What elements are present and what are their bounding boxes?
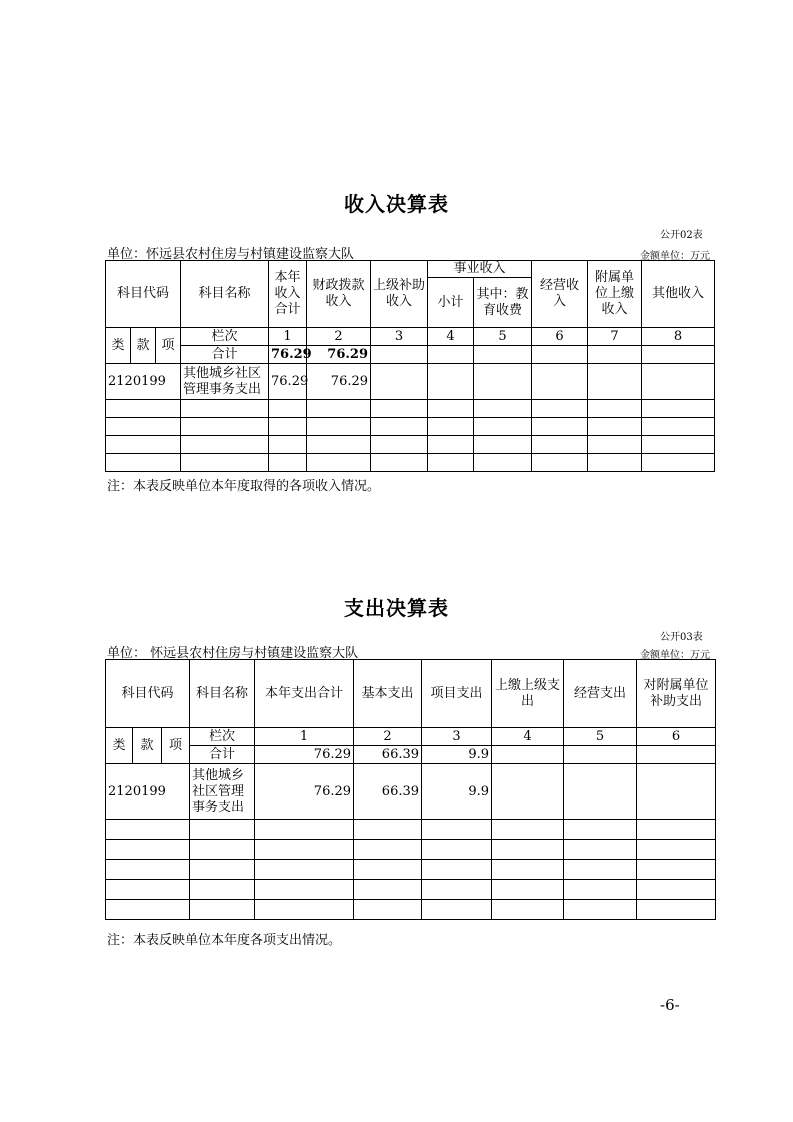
income-row-name: 其他城乡社区管理事务支出 <box>181 364 269 400</box>
income-col-num: 7 <box>588 328 642 346</box>
expense-header-name: 科目名称 <box>190 660 255 728</box>
expense-header-upper: 上缴上级支出 <box>492 660 564 728</box>
expense-row-code: 2120199 <box>106 764 190 820</box>
income-total-row <box>106 346 715 364</box>
expense-unit-label: 单位： 怀远县农村住房与村镇建设监察大队 <box>107 646 359 661</box>
expense-total-label: 合计 <box>190 746 255 764</box>
income-header-code: 科目代码 <box>106 261 181 328</box>
income-row-fiscal: 76.29 <box>307 364 371 400</box>
income-note: 注：本表反映单位本年度取得的各项收入情况。 <box>107 479 381 494</box>
table-row <box>106 764 716 820</box>
expense-total-basic: 66.39 <box>354 746 422 764</box>
expense-header-affiliated: 对附属单位补助支出 <box>637 660 716 728</box>
expense-title: 支出决算表 <box>344 596 449 620</box>
income-header-career-edu: 其中：教育收费 <box>474 278 532 328</box>
expense-total-project: 9.9 <box>422 746 492 764</box>
expense-col-label: 栏次 <box>190 728 255 746</box>
income-col-num: 2 <box>307 328 371 346</box>
expense-header-lei: 类 <box>106 728 133 764</box>
table-row <box>106 364 715 400</box>
expense-note: 注：本表反映单位本年度各项支出情况。 <box>107 933 342 948</box>
expense-row-basic: 66.39 <box>354 764 422 820</box>
expense-form-no: 公开03表 <box>660 632 703 643</box>
expense-col-num: 5 <box>564 728 637 746</box>
income-header-xiang: 项 <box>156 328 181 364</box>
expense-total-value: 76.29 <box>255 746 354 764</box>
expense-col-num: 1 <box>255 728 354 746</box>
income-table <box>105 260 715 472</box>
income-unit-label: 单位：怀远县农村住房与村镇建设监察大队 <box>107 247 355 262</box>
expense-header-basic: 基本支出 <box>354 660 422 728</box>
income-title: 收入决算表 <box>344 192 449 216</box>
income-col-num: 6 <box>532 328 588 346</box>
income-header-name: 科目名称 <box>181 261 269 328</box>
income-header-other: 其他收入 <box>642 261 715 328</box>
income-form-no: 公开02表 <box>660 230 703 241</box>
income-col-num: 1 <box>269 328 307 346</box>
expense-table <box>105 659 716 920</box>
income-header-career: 事业收入 <box>428 261 532 278</box>
income-header-business: 经营收入 <box>532 261 588 328</box>
income-total-fiscal: 76.29 <box>307 346 371 364</box>
expense-total-row <box>106 746 716 764</box>
expense-header-project: 项目支出 <box>422 660 492 728</box>
expense-header-business: 经营支出 <box>564 660 637 728</box>
expense-col-num: 3 <box>422 728 492 746</box>
income-header-kuan: 款 <box>131 328 156 364</box>
income-header-upper: 上级补助收入 <box>371 261 428 328</box>
expense-header-total: 本年支出合计 <box>255 660 354 728</box>
expense-row-project: 9.9 <box>422 764 492 820</box>
income-row-total: 76.29 <box>269 364 307 400</box>
income-total-value: 76.29 <box>269 346 307 364</box>
income-col-num: 4 <box>428 328 474 346</box>
income-col-num: 3 <box>371 328 428 346</box>
expense-header-code: 科目代码 <box>106 660 190 728</box>
expense-col-num: 6 <box>637 728 716 746</box>
income-row-code: 2120199 <box>106 364 181 400</box>
income-total-label: 合计 <box>181 346 269 364</box>
income-header-fiscal: 财政拨款收入 <box>307 261 371 328</box>
income-col-label: 栏次 <box>181 328 269 346</box>
expense-row-total: 76.29 <box>255 764 354 820</box>
expense-header-kuan: 款 <box>133 728 162 764</box>
income-header-lei: 类 <box>106 328 131 364</box>
expense-header-xiang: 项 <box>162 728 190 764</box>
income-col-num: 8 <box>642 328 715 346</box>
income-col-num: 5 <box>474 328 532 346</box>
expense-col-num: 4 <box>492 728 564 746</box>
income-header-career-sub: 小计 <box>428 278 474 328</box>
income-header-affiliated: 附属单位上缴收入 <box>588 261 642 328</box>
expense-col-num: 2 <box>354 728 422 746</box>
page-number: -6- <box>660 996 680 1014</box>
expense-amount-unit: 金额单位：万元 <box>640 650 710 661</box>
income-amount-unit: 金额单位：万元 <box>640 251 710 262</box>
expense-row-name: 其他城乡社区管理事务支出 <box>190 764 255 820</box>
income-header-total: 本年收入合计 <box>269 261 307 328</box>
